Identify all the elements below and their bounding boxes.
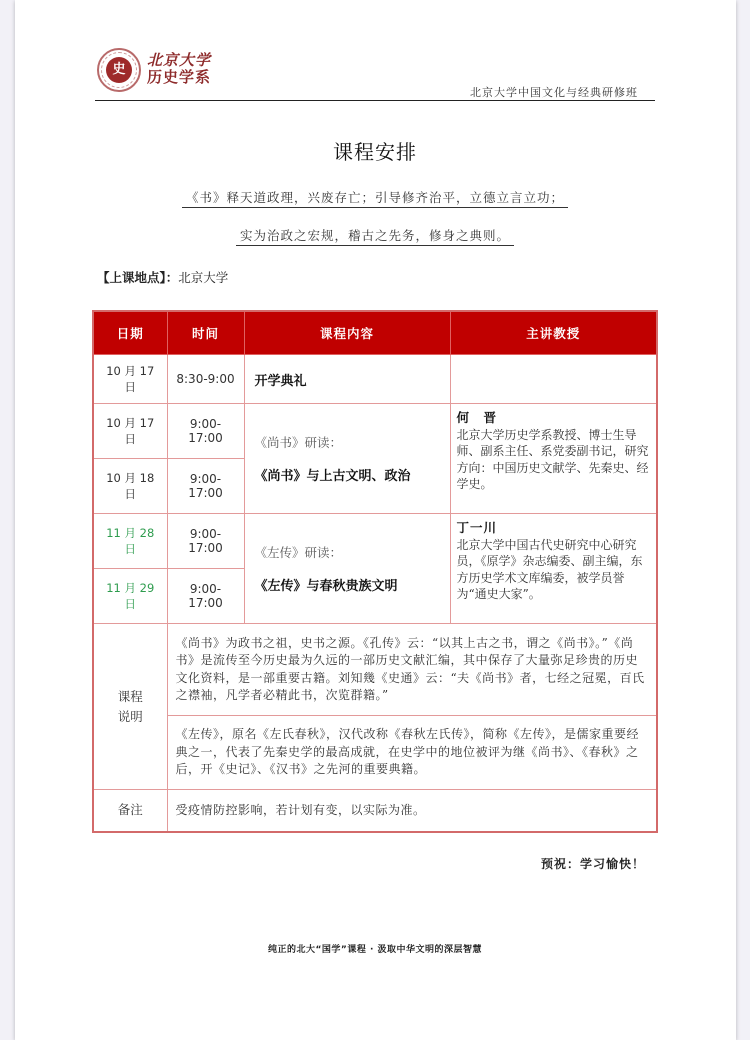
pku-history-logo <box>97 48 247 96</box>
department-seal-icon <box>97 48 141 92</box>
course-topic: 《尚书》与上古文明、政治 <box>254 469 411 484</box>
header-time: 时间 <box>167 311 244 355</box>
table-row-opening <box>93 355 657 404</box>
logo-university-name: 北京大学 <box>147 51 212 69</box>
description-row-2 <box>93 716 657 790</box>
professor-cell-empty <box>450 355 657 404</box>
date-cell: 10 月 18 日 <box>93 459 167 514</box>
closing-wishes: 预祝：学习愉快！ <box>540 857 645 871</box>
location-value: 北京大学 <box>178 270 229 285</box>
date-cell: 10 月 17 日 <box>93 404 167 459</box>
description-zuozhuan: 《左传》，原名《左氏春秋》，汉代改称《春秋左氏传》，简称《左传》，是儒家重要经典之一，代表了先秦史学的最高成就，在史学中的地位被评为继《尚书》、《春秋》之后，开《史记》、《汉书》之先河的重要典籍。 <box>167 716 657 790</box>
table-row <box>93 514 657 569</box>
date-cell: 11 月 28 日 <box>93 514 167 569</box>
time-cell: 9:00-17:00 <box>167 569 244 624</box>
course-reading: 《左传》研读： <box>254 545 343 560</box>
course-topic: 《左传》与春秋贵族文明 <box>254 579 398 594</box>
remarks-text: 受疫情防控影响，若计划有变，以实际为准。 <box>167 790 657 832</box>
remarks-label: 备注 <box>93 790 167 832</box>
table-row <box>93 404 657 459</box>
course-content-cell <box>244 514 450 624</box>
date-cell: 10 月 17 日 <box>93 355 167 404</box>
seal-glyph: 史 <box>106 57 132 83</box>
motto-line-1: 《书》释天道政理，兴废存亡；引导修齐治平，立德立言立功； <box>0 188 750 206</box>
professor-cell <box>450 404 657 514</box>
header-divider <box>95 100 655 101</box>
time-cell: 9:00-17:00 <box>167 459 244 514</box>
footer-tagline: 纯正的北大“国学”课程 · 汲取中华文明的深层智慧 <box>267 945 483 955</box>
header-professor: 主讲教授 <box>450 311 657 355</box>
professor-name: 丁一川 <box>456 520 498 535</box>
course-content-cell <box>244 404 450 514</box>
remarks-row <box>93 790 657 832</box>
time-cell: 9:00-17:00 <box>167 404 244 459</box>
time-cell: 9:00-17:00 <box>167 514 244 569</box>
description-row-1 <box>93 624 657 716</box>
professor-bio: 北京大学中国古代史研究中心研究员，《原学》杂志编委、副主编，东方历史学术文库编委，被学员誉为“通史大家”。 <box>456 537 643 601</box>
header-date: 日期 <box>93 311 167 355</box>
course-reading: 《尚书》研读： <box>254 435 343 450</box>
description-label: 课程说明 <box>93 624 167 790</box>
professor-name: 何 晋 <box>456 410 498 425</box>
date-cell: 11 月 29 日 <box>93 569 167 624</box>
professor-cell <box>450 514 657 624</box>
location-label: 【上课地点】： <box>97 270 179 285</box>
time-cell: 8:30-9:00 <box>167 355 244 404</box>
professor-bio: 北京大学历史学系教授、博士生导师、副系主任、系党委副书记，研究方向：中国历史文献学、先秦史、经学史。 <box>456 427 649 491</box>
header-content: 课程内容 <box>244 311 450 355</box>
schedule-table <box>92 310 658 833</box>
program-name: 北京大学中国文化与经典研修班 <box>470 86 638 99</box>
table-header-row <box>93 311 657 355</box>
motto-line-2: 实为治政之宏规，稽古之先务，修身之典则。 <box>0 226 750 244</box>
opening-ceremony: 开学典礼 <box>244 355 450 404</box>
logo-department-name: 历史学系 <box>147 68 212 86</box>
page-title: 课程安排 <box>333 140 417 164</box>
description-shangshu: 《尚书》为政书之祖，史书之源。《孔传》云：“以其上古之书，谓之《尚书》。”《尚书》是流传至今历史最为久远的一部历史文献汇编，其中保存了大量弥足珍贵的历史文化资料，是一部重要古籍。刘知幾《史通》云：“夫《尚书》者，七经之冠冕，百氏之襟袖，凡学者必精此书，次览群籍。” <box>167 624 657 716</box>
class-location <box>97 268 228 286</box>
